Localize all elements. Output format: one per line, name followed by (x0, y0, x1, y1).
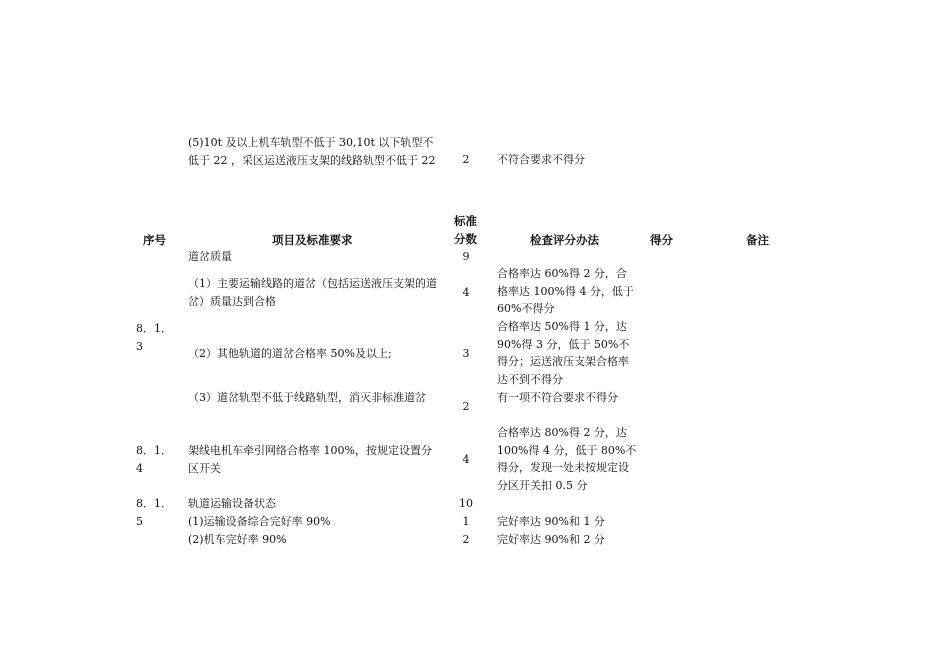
row-item: 道岔质量 (188, 250, 232, 263)
header-score-line1: 标准 (454, 214, 477, 228)
row-score: 4 (462, 286, 470, 299)
header-method: 检查评分办法 (530, 233, 599, 247)
row-score: 4 (462, 453, 470, 466)
row-method: 合格率达 60%得 2 分，合格率达 100%得 4 分，低于 60%不得分 (497, 267, 634, 315)
row-seq: 8．1．3 (136, 322, 172, 353)
row-score: 3 (462, 347, 470, 360)
row-seq: 8．1．5 (136, 497, 172, 528)
row-score: 9 (462, 250, 470, 263)
row-method: 合格率达 80%得 2 分，达 100%得 4 分，低于 80%不得分，发现一处未按规定设分区开关扣 0.5 分 (497, 426, 637, 492)
header-got: 得分 (650, 233, 673, 247)
row-item: （3）道岔轨型不低于线路轨型，消灭非标准道岔 (188, 391, 426, 404)
row-item: (2)机车完好率 90% (188, 533, 287, 546)
row-method: 完好率达 90%和 1 分 (497, 515, 605, 528)
row-method: 完好率达 90%和 2 分 (497, 533, 605, 546)
header-score-line2: 分数 (454, 232, 477, 246)
header-remark: 备注 (746, 233, 769, 247)
row-item: （1）主要运输线路的道岔（包括运送液压支架的道岔）质量达到合格 (188, 277, 437, 308)
row-score: 2 (462, 400, 470, 413)
row-score: 10 (459, 497, 473, 510)
row-item: 轨道运输设备状态 (188, 497, 276, 510)
header-seq: 序号 (143, 233, 166, 247)
row-item: (1)运输设备综合完好率 90% (188, 515, 331, 528)
header-item: 项目及标准要求 (272, 233, 353, 247)
top-row-method: 不符合要求不得分 (497, 153, 585, 166)
row-item: （2）其他轨道的道岔合格率 50%及以上; (188, 347, 392, 360)
row-score: 2 (462, 533, 470, 546)
row-item: 架线电机车牵引网络合格率 100%，按规定设置分区开关 (188, 444, 432, 475)
top-row-item: (5)10t 及以上机车轨型不低于 30,10t 以下轨型不低于 22 ，采区运送液压支架的线路轨型不低于 22 (188, 136, 436, 167)
row-method: 有一项不符合要求不得分 (497, 391, 618, 404)
top-row-score: 2 (462, 153, 470, 166)
row-score: 1 (462, 515, 470, 528)
row-seq: 8．1．4 (136, 444, 172, 475)
row-method: 合格率达 50%得 1 分，达 90%得 3 分，低于 50%不得分；运送液压支架合格率达不到不得分 (497, 320, 630, 386)
